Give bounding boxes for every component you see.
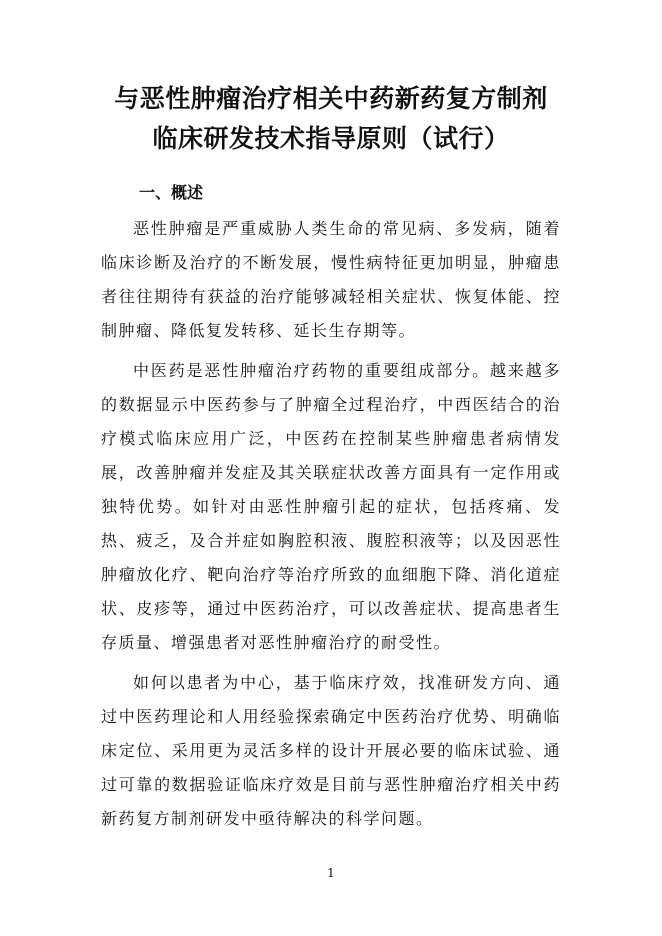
section-heading-overview: 一、概述	[139, 183, 204, 202]
document-title-line-2: 临床研发技术指导原则（试行）	[152, 124, 510, 153]
document-title-line-1: 与恶性肿瘤治疗相关中药新药复方制剂	[114, 84, 548, 113]
paragraph-3: 如何以患者为中心，基于临床疗效，找准研发方向、通过中医药理论和人用经验探索确定中医药治疗优势、明确临床定位、采用更为灵活多样的设计开展必要的临床试验、通过可靠的数据验证临床疗效是目前与恶性肿瘤治疗相关中药新药复方制剂研发中亟待解决的科学问题。	[101, 673, 561, 828]
page-number: 1	[327, 866, 335, 880]
paragraph-2: 中医药是恶性肿瘤治疗药物的重要组成部分。越来越多的数据显示中医药参与了肿瘤全过程治疗，中西医结合的治疗模式临床应用广泛，中医药在控制某些肿瘤患者病情发展，改善肿瘤并发症及其关联症状改善方面具有一定作用或独特优势。如针对由恶性肿瘤引起的症状，包括疼痛、发热、疲乏，及合并症如胸腔积液、腹腔积液等；以及因恶性肿瘤放化疗、靶向治疗等治疗所致的血细胞下降、消化道症状、皮疹等，通过中医药治疗，可以改善症状、提高患者生存质量、增强患者对恶性肿瘤治疗的耐受性。	[101, 361, 561, 652]
paragraph-1: 恶性肿瘤是严重威胁人类生命的常见病、多发病，随着临床诊断及治疗的不断发展，慢性病特征更加明显，肿瘤患者往往期待有获益的治疗能够减轻相关症状、恢复体能、控制肿瘤、降低复发转移、延长生存期等。	[101, 219, 561, 340]
